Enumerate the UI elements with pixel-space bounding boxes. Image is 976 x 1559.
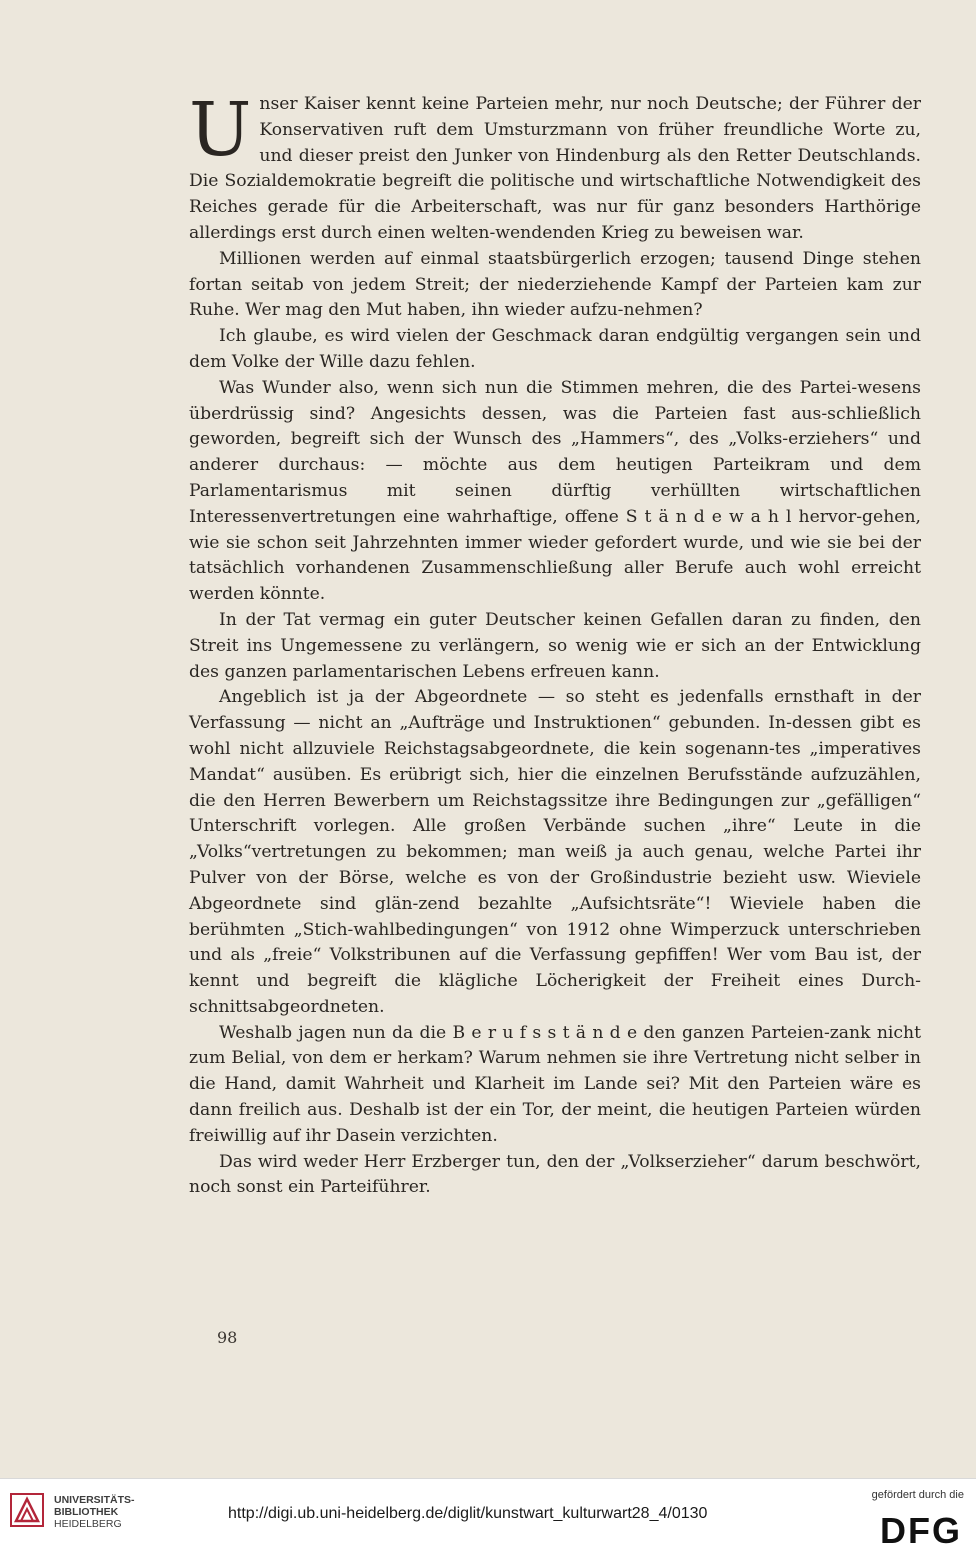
paragraph-4: Was Wunder also, wenn sich nun die Stimmen mehren, die des Partei-wesens überdrüssig sind? Angesichts dessen, was die Parteien fast aus-schließlich geworden, begreift sich der Wunsch des „Hammers“, des „Volks-erziehers“ und anderer durchaus: — möchte aus dem heutigen Parteikram und dem Parlamentarismus mit seinen dürftig verhüllten wirtschaftlichen Interessenvertretungen eine wahrhaftige, offene S t ä n d e w a h l hervor-gehen, wie sie schon seit Jahrzehnten immer wieder gefordert wurde, und wie sie bei der tatsächlich vorhandenen Zusammenschließung aller Berufe auch wohl erreicht werden könnte. <box>189 377 921 605</box>
library-name-line-3: HEIDELBERG <box>54 1518 122 1530</box>
page-number: 98 <box>217 1328 238 1347</box>
paragraph-2: Millionen werden auf einmal staatsbürgerlich erzogen; tausend Dinge stehen fortan seitab von jedem Streit; der niederziehende Kampf der Parteien kam zur Ruhe. Wer mag den Mut haben, ihn wieder aufzu-nehmen? <box>189 248 921 321</box>
dfg-logo: DFG <box>880 1510 962 1551</box>
paragraph-7: Weshalb jagen nun da die B e r u f s s t ä n d e den ganzen Parteien-zank nicht zum Belial, von dem er herkam? Warum nehmen sie ihre Vertretung nicht selber in die Hand, damit Wahrheit und Klarheit im Lande sei? Mit den Parteien wäre es dann freilich aus. Deshalb ist der ein Tor, der meint, die heutigen Parteien würden freiwillig auf ihr Dasein verzichten. <box>189 1022 921 1146</box>
drop-cap: U <box>189 87 252 173</box>
library-name <box>54 1494 135 1530</box>
library-name-line-1: UNIVERSITÄTS- <box>54 1494 135 1506</box>
footer-bar <box>0 1478 976 1559</box>
university-library-logo-icon <box>10 1493 44 1527</box>
paragraph-3: Ich glaube, es wird vielen der Geschmack daran endgültig vergangen sein und dem Volke der Wille dazu fehlen. <box>189 326 921 372</box>
paragraph-6: Angeblich ist ja der Abgeordnete — so steht es jedenfalls ernsthaft in der Verfassung — nicht an „Aufträge und Instruktionen“ gebunden. In-dessen gibt es wohl nicht allzuviele Reichstagsabgeordnete, die kein sogenann-tes „imperatives Mandat“ ausüben. Es erübrigt sich, hier die einzelnen Berufsstände aufzuzählen, die den Herren Bewerbern um Reichstagssitze ihre Bedingungen zur „gefälligen“ Unterschrift vorlegen. Alle großen Verbände suchen „ihre“ Leute in die „Volks“vertretungen zu bekommen; man weiß ja auch genau, welche Partei ihr Pulver von der Börse, welche es von der Großindustrie bezieht usw. Wieviele Abgeordnete sind glän-zend bezahlte „Aufsichtsräte“! Wieviele haben die berühmten „Stich-wahlbedingungen“ von 1912 ohne Wimperzuck unterschrieben und als „freie“ Volkstribunen auf die Verfassung gepfiffen! Wer vom Bau ist, der kennt und begreift die klägliche Löcherigkeit der Freiheit eines Durch-schnittsabgeordneten. <box>189 687 921 1017</box>
paragraph-1 <box>189 87 921 247</box>
funded-by-label: gefördert durch die <box>871 1489 964 1501</box>
article-text <box>189 87 921 1201</box>
source-url-link[interactable]: http://digi.ub.uni-heidelberg.de/diglit/kunstwart_kulturwart28_4/0130 <box>228 1505 708 1522</box>
paragraph-1-text: nser Kaiser kennt keine Parteien mehr, nur noch Deutsche; der Führer der Konservativen ruft dem Umsturzmann von früher freundliche Worte zu, und dieser preist den Junker von Hindenburg als den Retter Deutschlands. Die Sozialdemokratie begreift die politische und wirtschaftliche Notwendigkeit des Reiches gerade für die Arbeiterschaft, was nur für ganz besonders Harthörige allerdings erst durch einen welten-wendenden Krieg zu beweisen war. <box>189 94 921 243</box>
paragraph-5: In der Tat vermag ein guter Deutscher keinen Gefallen daran zu finden, den Streit ins Ungemessene zu verlängern, so wenig wie er sich an der Entwicklung des ganzen parlamentarischen Lebens erfreuen kann. <box>189 609 921 682</box>
paragraph-8: Das wird weder Herr Erzberger tun, den der „Volkserzieher“ darum beschwört, noch sonst ein Parteiführer. <box>189 1151 921 1198</box>
library-name-line-2: BIBLIOTHEK <box>54 1506 119 1518</box>
